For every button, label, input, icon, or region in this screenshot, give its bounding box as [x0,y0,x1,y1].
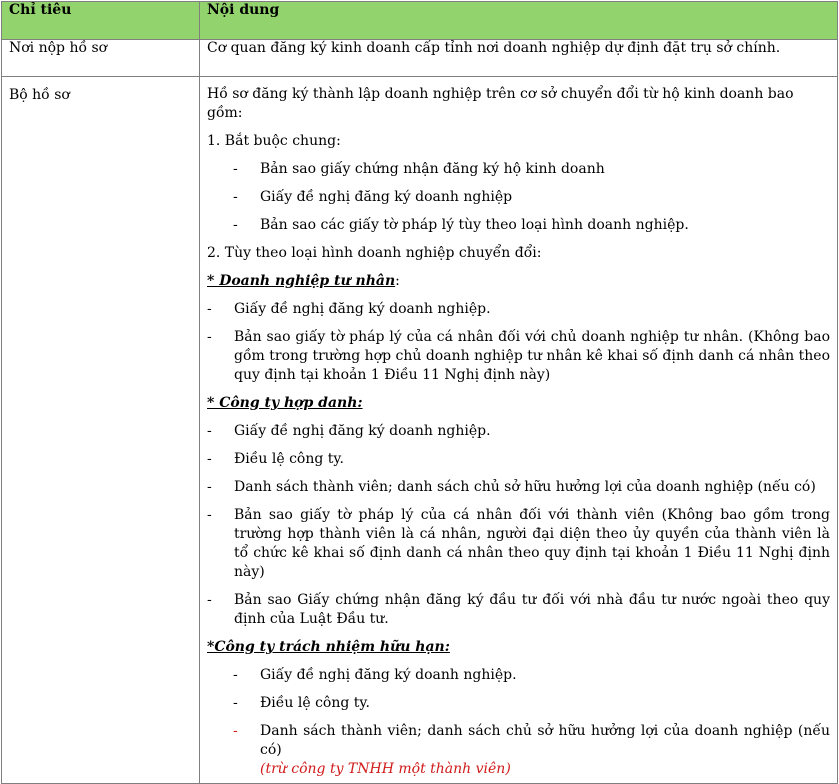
list-item: - Giấy đề nghị đăng ký doanh nghiệp. [207,423,491,439]
row-label-noi-nop: Nơi nộp hồ sơ [2,40,200,77]
header-chi-tieu: Chỉ tiêu [2,2,200,40]
table-row [2,40,838,77]
dash-marker: - [207,301,212,317]
table-row [2,77,838,784]
list-item: - Bản sao giấy tờ pháp lý của cá nhân đối với chủ doanh nghiệp tư nhân. (Không bao gồm trong trường hợp chủ doanh nghiệp tư nhân kê khai số định danh cá nhân theo quy định tại khoản 1 Điều 11 Nghị định này) [207,329,830,383]
subsection-title: * Công ty hợp danh: [207,395,363,411]
header-noi-dung: Nội dung [200,2,838,40]
procedure-table [1,1,838,784]
dash-marker: - [207,592,212,608]
subsection-title: * Doanh nghiệp tư nhân [207,273,396,289]
note-text: (trừ công ty TNHH một thành viên) [260,761,511,777]
dash-marker: - [233,217,238,233]
subsection-tnhh [207,638,830,657]
list-item: - Điều lệ công ty. [233,695,370,711]
list-item: - Giấy đề nghị đăng ký doanh nghiệp. [233,667,517,683]
list-item: - Danh sách thành viên; danh sách chủ sở hữu hưởng lợi của doanh nghiệp (nếu có) [207,479,816,495]
section2-title: 2. Tùy theo loại hình doanh nghiệp chuyển đổi: [207,245,542,261]
dash-marker: - [233,161,238,177]
row-label-bo-ho-so: Bộ hồ sơ [2,77,200,784]
dash-marker: - [207,329,212,345]
list-item: - Bản sao giấy tờ pháp lý của cá nhân đối với thành viên (Không bao gồm trong trường hợp thành viên là cá nhân, người đại diện theo ủy quyền của thành viên là tổ chức kê khai số định danh cá nhân theo quy định tại khoản 1 Điều 11 Nghị định này) [207,507,830,580]
list-item: - Bản sao Giấy chứng nhận đăng ký đầu tư đối với nhà đầu tư nước ngoài theo quy định của Luật Đầu tư. [207,592,830,627]
dash-marker: - [207,507,212,523]
table-header-row [2,2,838,40]
dash-marker: - [233,667,238,683]
row-value-bo-ho-so [200,77,838,784]
section1-title: 1. Bắt buộc chung: [207,133,341,149]
list-item: - Danh sách thành viên; danh sách chủ sở hữu hưởng lợi của doanh nghiệp (nếu có) (trừ công ty TNHH một thành viên) [233,723,830,777]
subsection-dntn: * Doanh nghiệp tư nhân: [207,273,400,289]
dash-marker: - [233,723,238,739]
intro-text: Hồ sơ đăng ký thành lập doanh nghiệp trên cơ sở chuyển đổi từ hộ kinh doanh bao gồm: [207,86,794,121]
subsection-title: *Công ty trách nhiệm hữu hạn: [207,639,450,655]
dash-marker: - [207,451,212,467]
dash-marker: - [233,189,238,205]
dash-marker: - [207,479,212,495]
list-item: - Bản sao giấy chứng nhận đăng ký hộ kinh doanh [233,161,605,177]
dash-marker: - [207,423,212,439]
row-value-noi-nop: Cơ quan đăng ký kinh doanh cấp tỉnh nơi doanh nghiệp dự định đặt trụ sở chính. [200,40,838,77]
list-item: - Bản sao các giấy tờ pháp lý tùy theo loại hình doanh nghiệp. [233,217,689,233]
dash-marker: - [233,695,238,711]
list-item: - Điều lệ công ty. [207,451,344,467]
list-item: - Giấy đề nghị đăng ký doanh nghiệp [233,189,513,205]
list-item: - Giấy đề nghị đăng ký doanh nghiệp. [207,301,491,317]
subsection-cthd [207,394,830,413]
